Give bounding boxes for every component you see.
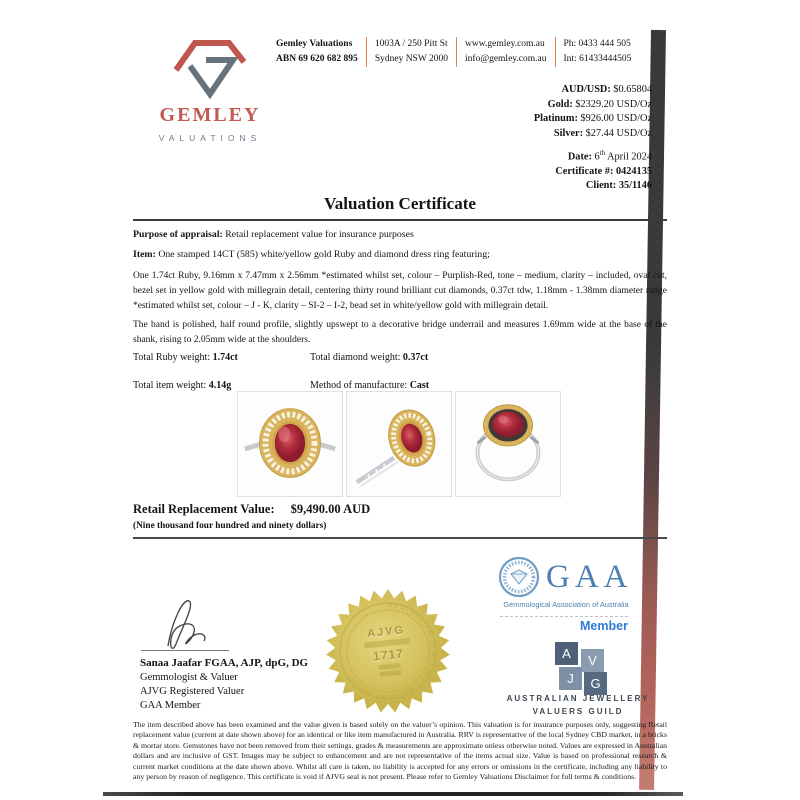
gaa-acronym: GAA bbox=[546, 559, 633, 595]
gaa-association-name: Gemmological Association of Australia bbox=[503, 600, 629, 609]
meta-client: Client: 35/1146 bbox=[585, 180, 652, 192]
letterhead-contact bbox=[276, 37, 639, 67]
description-paragraph-2: The band is polished, half round profile, slightly upswept to a decorative bridge underrail and measures 1.69mm wide at the base of the shank, rising to 2.05mm wide at the shoulders. bbox=[133, 320, 667, 345]
meta-certificate-number: Certificate #: 0424135 bbox=[555, 165, 652, 177]
seal-emboss-mark bbox=[379, 670, 401, 677]
signatory-role-3: GAA Member bbox=[140, 700, 201, 711]
ajvg-square-g: G bbox=[584, 672, 607, 695]
gemley-diamond-icon bbox=[170, 34, 250, 100]
ajvg-square-a: A bbox=[555, 642, 578, 665]
disclaimer-text: The item described above has been examined and the value given is based solely on the valuer’s opinion. This valuation is for insurance purposes only, suggesting Retail replacement value (current at date shown above) for an identical or like item manufactured in Australia. RRV is representative of the local Sydney CBD market, in a bricks & mortar store. Gemstones have not been removed from their settings, grades & measurements are approximate unless otherwise noted. Values are expressed in Australian dollars and are inclusive of GST. Images may be subject to enhancement and are not representative of the items actual size. Value is based on professional research & current market conditions at the date shown above. Whilst all care is taken, no liability is accepted for any errors or omissions in the certificate, including any liability to any person by reason of negligence. This certificate is void if AJVG seal is not present. Please refer to Gemley Valuations Disclaimer for full terms & conditions. bbox=[133, 720, 667, 782]
gaa-logo bbox=[498, 556, 633, 598]
rate-audusd: AUD/USD: $0.65804 bbox=[561, 84, 652, 95]
ajvg-gold-seal bbox=[325, 588, 451, 714]
seal-emboss-mark bbox=[378, 663, 400, 670]
title-rule bbox=[133, 219, 667, 221]
value-rule bbox=[133, 537, 667, 539]
logo-subtitle: VALUATIONS bbox=[158, 133, 262, 143]
market-rates bbox=[380, 83, 652, 141]
ring-photos bbox=[237, 391, 561, 497]
ring-photo-back bbox=[455, 391, 561, 497]
contact-address: 1003A / 250 Pitt St Sydney NSW 2000 bbox=[366, 37, 456, 67]
signature-line bbox=[141, 650, 229, 651]
ajvg-square-v: V bbox=[581, 649, 604, 672]
seal-embossed-text bbox=[319, 582, 457, 720]
logo-name: GEMLEY bbox=[159, 104, 261, 126]
rate-platinum: Platinum: $926.00 USD/Oz bbox=[533, 113, 652, 124]
signatory-name: Sanaa Jaafar FGAA, AJP, dpG, DG bbox=[140, 657, 309, 669]
ajvg-guild-name: AUSTRALIAN JEWELLERY VALUERS GUILD bbox=[506, 694, 650, 716]
rate-silver: Silver: $27.44 USD/Oz bbox=[553, 127, 652, 139]
ruby-weight: Total Ruby weight: 1.74ct bbox=[133, 352, 238, 363]
item-line: Item: One stamped 14CT (585) white/yellow gold Ruby and diamond dress ring featuring; bbox=[133, 249, 490, 260]
item-weight: Total item weight: 4.14g bbox=[133, 380, 232, 391]
gaa-divider bbox=[500, 616, 628, 617]
signatory-role-2: AJVG Registered Valuer bbox=[140, 686, 245, 697]
contact-phone: Ph: 0433 444 505 Int: 61433444505 bbox=[555, 37, 640, 67]
diamond-weight: Total diamond weight: 0.37ct bbox=[310, 352, 429, 363]
value-amount: $9,490.00 AUD bbox=[290, 502, 371, 516]
manufacture-method: Method of manufacture: Cast bbox=[310, 380, 430, 391]
contact-company: Gemley Valuations ABN 69 620 682 895 bbox=[276, 39, 358, 64]
retail-replacement-value: Retail Replacement Value: $9,490.00 AUD bbox=[133, 502, 371, 516]
ajvg-logo bbox=[555, 642, 615, 698]
gaa-emblem-icon bbox=[498, 556, 540, 598]
page-edge-shadow-right bbox=[639, 30, 666, 790]
value-in-words: (Nine thousand four hundred and ninety dollars) bbox=[133, 521, 327, 531]
rate-gold: Gold: $2329.20 USD/Oz bbox=[547, 98, 652, 110]
gaa-member-label: Member bbox=[580, 619, 628, 633]
signature-icon bbox=[138, 594, 253, 652]
purpose-line: Purpose of appraisal: Retail replacement value for insurance purposes bbox=[133, 229, 414, 240]
signatory-role-1: Gemmologist & Valuer bbox=[140, 672, 238, 683]
meta-date: Date: 6th April 2024 bbox=[567, 149, 652, 163]
ring-photo-side bbox=[346, 391, 452, 497]
contact-web: www.gemley.com.au info@gemley.com.au bbox=[456, 37, 554, 67]
certificate-meta bbox=[380, 146, 652, 194]
ajvg-square-j: J bbox=[559, 667, 582, 690]
gemley-logo bbox=[154, 34, 266, 143]
seal-org: AJVG bbox=[366, 624, 406, 641]
page-title: Valuation Certificate bbox=[324, 194, 476, 213]
svg-text:AUSTRALIAN JEWELLERY VALUERS G: AUSTRALIAN JEWELLERY VALUERS GUILD bbox=[346, 601, 438, 701]
description-paragraph-1: One 1.74ct Ruby, 9.16mm x 7.47mm x 2.56mm *estimated whilst set, colour – Purplish-Red, tone – medium, clarity – included, oval cut, bezel set in yellow gold with millegrain detail, centering thirty round brilliant cut diamonds, 0.37ct tdw, 1.18mm - 1.38mm diameter range *estimated whilst set, colour – J - K, clarity – SI-2 – I-2, bead set in white/yellow gold with millegrain detail. bbox=[133, 271, 667, 311]
ring-photo-front bbox=[237, 391, 343, 497]
page-edge-shadow-bottom bbox=[103, 792, 683, 796]
seal-number: 1717 bbox=[372, 646, 405, 664]
